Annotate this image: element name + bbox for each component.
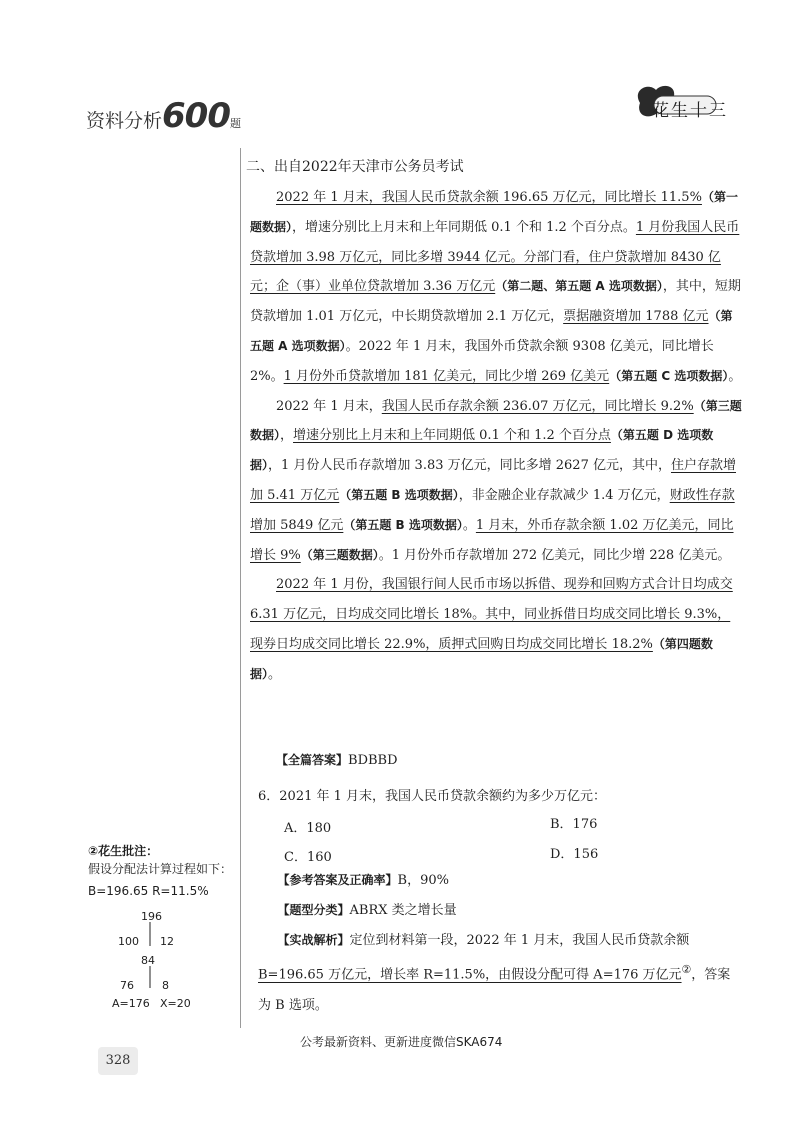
sidebar-note bbox=[88, 842, 232, 900]
text: 2022 年 1 月末， bbox=[276, 398, 382, 414]
underlined-text: 2022 年 1 月份，我国银行间人民币市场以拆借、现券和回购方式合计日均成交 6.31 万亿元，日均成交同比增长 18%。其中，同业拆借日均成交同比增长 9.3%，现券日均成交同比增长 22.9%，质押式回购日均成交同比增长 18.2% bbox=[250, 577, 733, 652]
tree-result-a: A=176 bbox=[112, 997, 150, 1010]
section-title: 二、出自2022年天津市公务员考试 bbox=[246, 159, 464, 175]
underlined-text: 我国人民币存款余额 236.07 万亿元，同比增长 9.2% bbox=[381, 398, 694, 414]
passage-paragraph-1 bbox=[250, 183, 742, 392]
question-type-value: ABRX 类之增长量 bbox=[349, 902, 457, 918]
tree-node: 100 bbox=[118, 935, 139, 948]
underlined-text: B=196.65 万亿元，增长率 R=11.5%，由假设分配可得 A=176 万亿元 bbox=[258, 967, 682, 983]
passage-paragraph-3 bbox=[250, 570, 742, 689]
data-tag: （第三题数据） bbox=[250, 398, 742, 443]
explanation bbox=[258, 866, 742, 1020]
sidebar-note-values: B=196.65 R=11.5% bbox=[88, 884, 209, 898]
sidebar-note-title: ②花生批注： bbox=[88, 844, 159, 858]
page-number: 328 bbox=[98, 1047, 138, 1075]
question-text: 6．2021 年 1 月末，我国人民币贷款余额约为多少万亿元： bbox=[258, 789, 607, 804]
question-type bbox=[258, 896, 742, 926]
underlined-text: 住户存款增加 5.41 万亿元 bbox=[250, 458, 736, 503]
book-title bbox=[86, 96, 241, 136]
data-tag: （第五题 D 选项数据） bbox=[250, 428, 714, 473]
logo-text: 花生十三 bbox=[652, 101, 728, 121]
data-tag: （第二题、第五题 A 选项数据） bbox=[495, 279, 663, 294]
column-divider bbox=[240, 148, 241, 1028]
option-a: A．180 bbox=[284, 821, 332, 836]
book-title-suffix: 题 bbox=[230, 117, 241, 130]
data-tag: （第五题 C 选项数据） bbox=[609, 368, 729, 383]
book-title-number: 600 bbox=[162, 96, 230, 136]
tree-node: 12 bbox=[160, 935, 174, 948]
sidebar-note-line: 假设分配法计算过程如下： bbox=[88, 862, 233, 876]
text: ，非金融企业存款减少 1.4 万亿元， bbox=[458, 487, 670, 503]
detail-analysis bbox=[258, 926, 742, 1021]
text: 。 bbox=[462, 517, 476, 533]
text: ，答案为 B 选项。 bbox=[258, 967, 731, 1013]
option-d: D．156 bbox=[550, 847, 599, 862]
tree-node: 8 bbox=[162, 979, 169, 992]
underlined-text: 财政性存款增加 5849 亿元 bbox=[250, 487, 735, 533]
reference-answer bbox=[258, 866, 742, 896]
data-tag: （第一题数据） bbox=[250, 190, 738, 234]
reference-answer-label: 【参考答案及正确率】 bbox=[277, 873, 398, 887]
tree-node: 84 bbox=[141, 954, 155, 967]
text: 。1 月份外币存款增加 272 亿美元，同比少增 228 亿美元。 bbox=[378, 547, 731, 563]
data-tag: （第四题数据） bbox=[250, 636, 713, 681]
text: ，1 月份人民币存款增加 3.83 万亿元，同比多增 2627 亿元，其中， bbox=[268, 458, 671, 474]
book-title-prefix: 资料分析 bbox=[86, 110, 163, 132]
data-tag: （第五题 B 选项数据） bbox=[339, 487, 459, 502]
underlined-text: 1 月份我国人民币贷款增加 3.98 万亿元，同比多增 3944 亿元。分部门看，住户贷款增加 8430 亿元；企（事）业单位贷款增加 3.36 万亿元 bbox=[250, 219, 740, 295]
text: 。 bbox=[268, 666, 282, 682]
passage bbox=[250, 183, 742, 690]
text: ， bbox=[280, 428, 294, 444]
passage-paragraph-2 bbox=[250, 392, 742, 571]
footer-text: 公考最新资料、更新进度微信SKA674 bbox=[300, 1035, 503, 1049]
footnote-marker: ② bbox=[681, 963, 692, 977]
data-tag: （第五题 A 选项数据） bbox=[250, 309, 733, 353]
all-answers bbox=[276, 751, 398, 768]
tree-node: 76 bbox=[120, 979, 134, 992]
underlined-text: 1 月末，外币存款余额 1.02 万亿美元，同比增长 9% bbox=[250, 517, 734, 563]
question-type-label: 【题型分类】 bbox=[277, 902, 350, 917]
option-b: B．176 bbox=[550, 817, 598, 832]
data-tag: （第五题 B 选项数据） bbox=[343, 517, 463, 532]
text: ，增速分别比上月末和上年同期低 0.1 个和 1.2 个百分点。 bbox=[292, 219, 636, 235]
underlined-text: 票据融资增加 1788 亿元 bbox=[563, 309, 709, 325]
option-c: C．160 bbox=[284, 850, 332, 865]
text: 。 bbox=[728, 368, 742, 384]
all-answers-label: 【全篇答案】 bbox=[276, 753, 349, 767]
text: 。2022 年 1 月末，我国外币贷款余额 9308 亿美元，同比增长 2%。 bbox=[250, 338, 714, 384]
all-answers-value: BDBBD bbox=[348, 753, 398, 768]
underlined-text: 增速分别比上月末和上年同期低 0.1 个和 1.2 个百分点 bbox=[293, 428, 611, 444]
underlined-text: 1 月份外币贷款增加 181 亿美元，同比少增 269 亿美元 bbox=[283, 368, 610, 384]
text: 定位到材料第一段，2022 年 1 月末，我国人民币贷款余额 bbox=[349, 932, 690, 948]
tree-result-x: X=20 bbox=[160, 997, 191, 1010]
reference-answer-value: B，90% bbox=[397, 873, 449, 888]
underlined-text: 2022 年 1 月末，我国人民币贷款余额 196.65 万亿元，同比增长 11.5% bbox=[276, 190, 702, 205]
text: ，其中，短期贷款增加 1.01 万亿元，中长期贷款增加 2.1 万亿元， bbox=[250, 279, 741, 325]
tree-node: 196 bbox=[141, 910, 162, 923]
detail-analysis-label: 【实战解析】 bbox=[277, 932, 350, 947]
data-tag: （第三题数据） bbox=[300, 547, 379, 562]
